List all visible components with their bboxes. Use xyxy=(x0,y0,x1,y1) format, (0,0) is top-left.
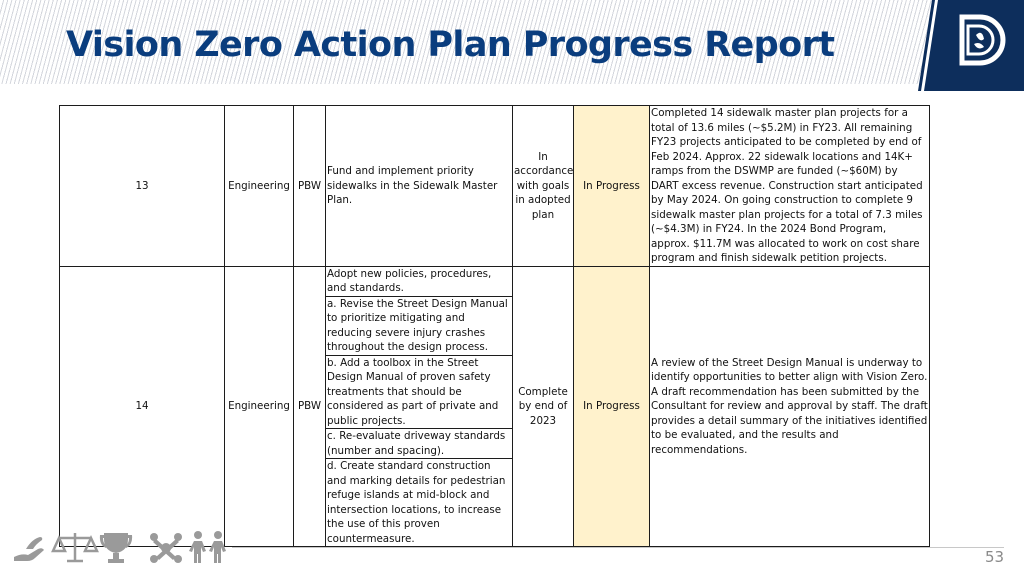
action-cell: Fund and implement priority sidewalks in the Sidewalk Master Plan. xyxy=(326,106,513,267)
update-cell: Completed 14 sidewalk master plan projects for a total of 13.6 miles (~$5.2M) in FY23. All remaining FY23 projects anticipated to be completed by end of Feb 2024. Approx. 22 sidewalk locations and 14K+ ramps from the DSWMP are funded (~$60M) by DART excess revenue. Construction start anticipated by May 2024. On going construction to complete 9 sidewalk master plan projects for a total of 7.3 miles (~$4.3M) in FY24. In the 2024 Bond Program, approx. $11.7M was allocated to work on cost share program and finish sidewalk petition projects. xyxy=(650,106,930,267)
timeline-cell: In accordance with goals in adopted plan xyxy=(513,106,574,267)
action-cell: Adopt new policies, procedures, and standards. xyxy=(326,266,513,296)
footer-icon-strip xyxy=(12,527,234,567)
progress-table xyxy=(59,105,930,547)
status-cell: In Progress xyxy=(574,266,650,547)
page-number: 53 xyxy=(985,548,1005,566)
table-row xyxy=(60,266,930,296)
department-cell: Engineering xyxy=(225,106,294,267)
action-subitem: b. Add a toolbox in the Street Design Manual of proven safety treatments that should be considered as part of private and public projects. xyxy=(326,355,513,429)
people-icon xyxy=(189,531,226,563)
action-subitem: d. Create standard construction and marking details for pedestrian refuge islands at mid-block and intersection locations, to increase the use of this proven countermeasure. xyxy=(326,459,513,547)
agency-cell: PBW xyxy=(294,266,326,547)
timeline-cell: Complete by end of 2023 xyxy=(513,266,574,547)
hand-icon xyxy=(14,537,44,561)
item-number: 14 xyxy=(60,266,225,547)
agency-cell: PBW xyxy=(294,106,326,267)
trophy-icon xyxy=(100,533,132,563)
page-title: Vision Zero Action Plan Progress Report xyxy=(66,25,835,65)
table-row xyxy=(60,106,930,267)
department-cell: Engineering xyxy=(225,266,294,547)
network-icon xyxy=(150,533,182,563)
action-subitem: a. Revise the Street Design Manual to prioritize mitigating and reducing severe injury crashes throughout the design process. xyxy=(326,296,513,355)
update-cell: A review of the Street Design Manual is underway to identify opportunities to better align with Vision Zero. A draft recommendation has been submitted by the Consultant for review and approval by staff. The draft provides a detail summary of the initiatives identified to be evaluated, and the results and recommendations. xyxy=(650,266,930,547)
scales-icon xyxy=(53,533,97,561)
action-subitem: c. Re-evaluate driveway standards (number and spacing). xyxy=(326,429,513,459)
status-cell: In Progress xyxy=(574,106,650,267)
item-number: 13 xyxy=(60,106,225,267)
footer-divider xyxy=(232,547,1004,548)
dallas-logo xyxy=(918,0,1024,91)
